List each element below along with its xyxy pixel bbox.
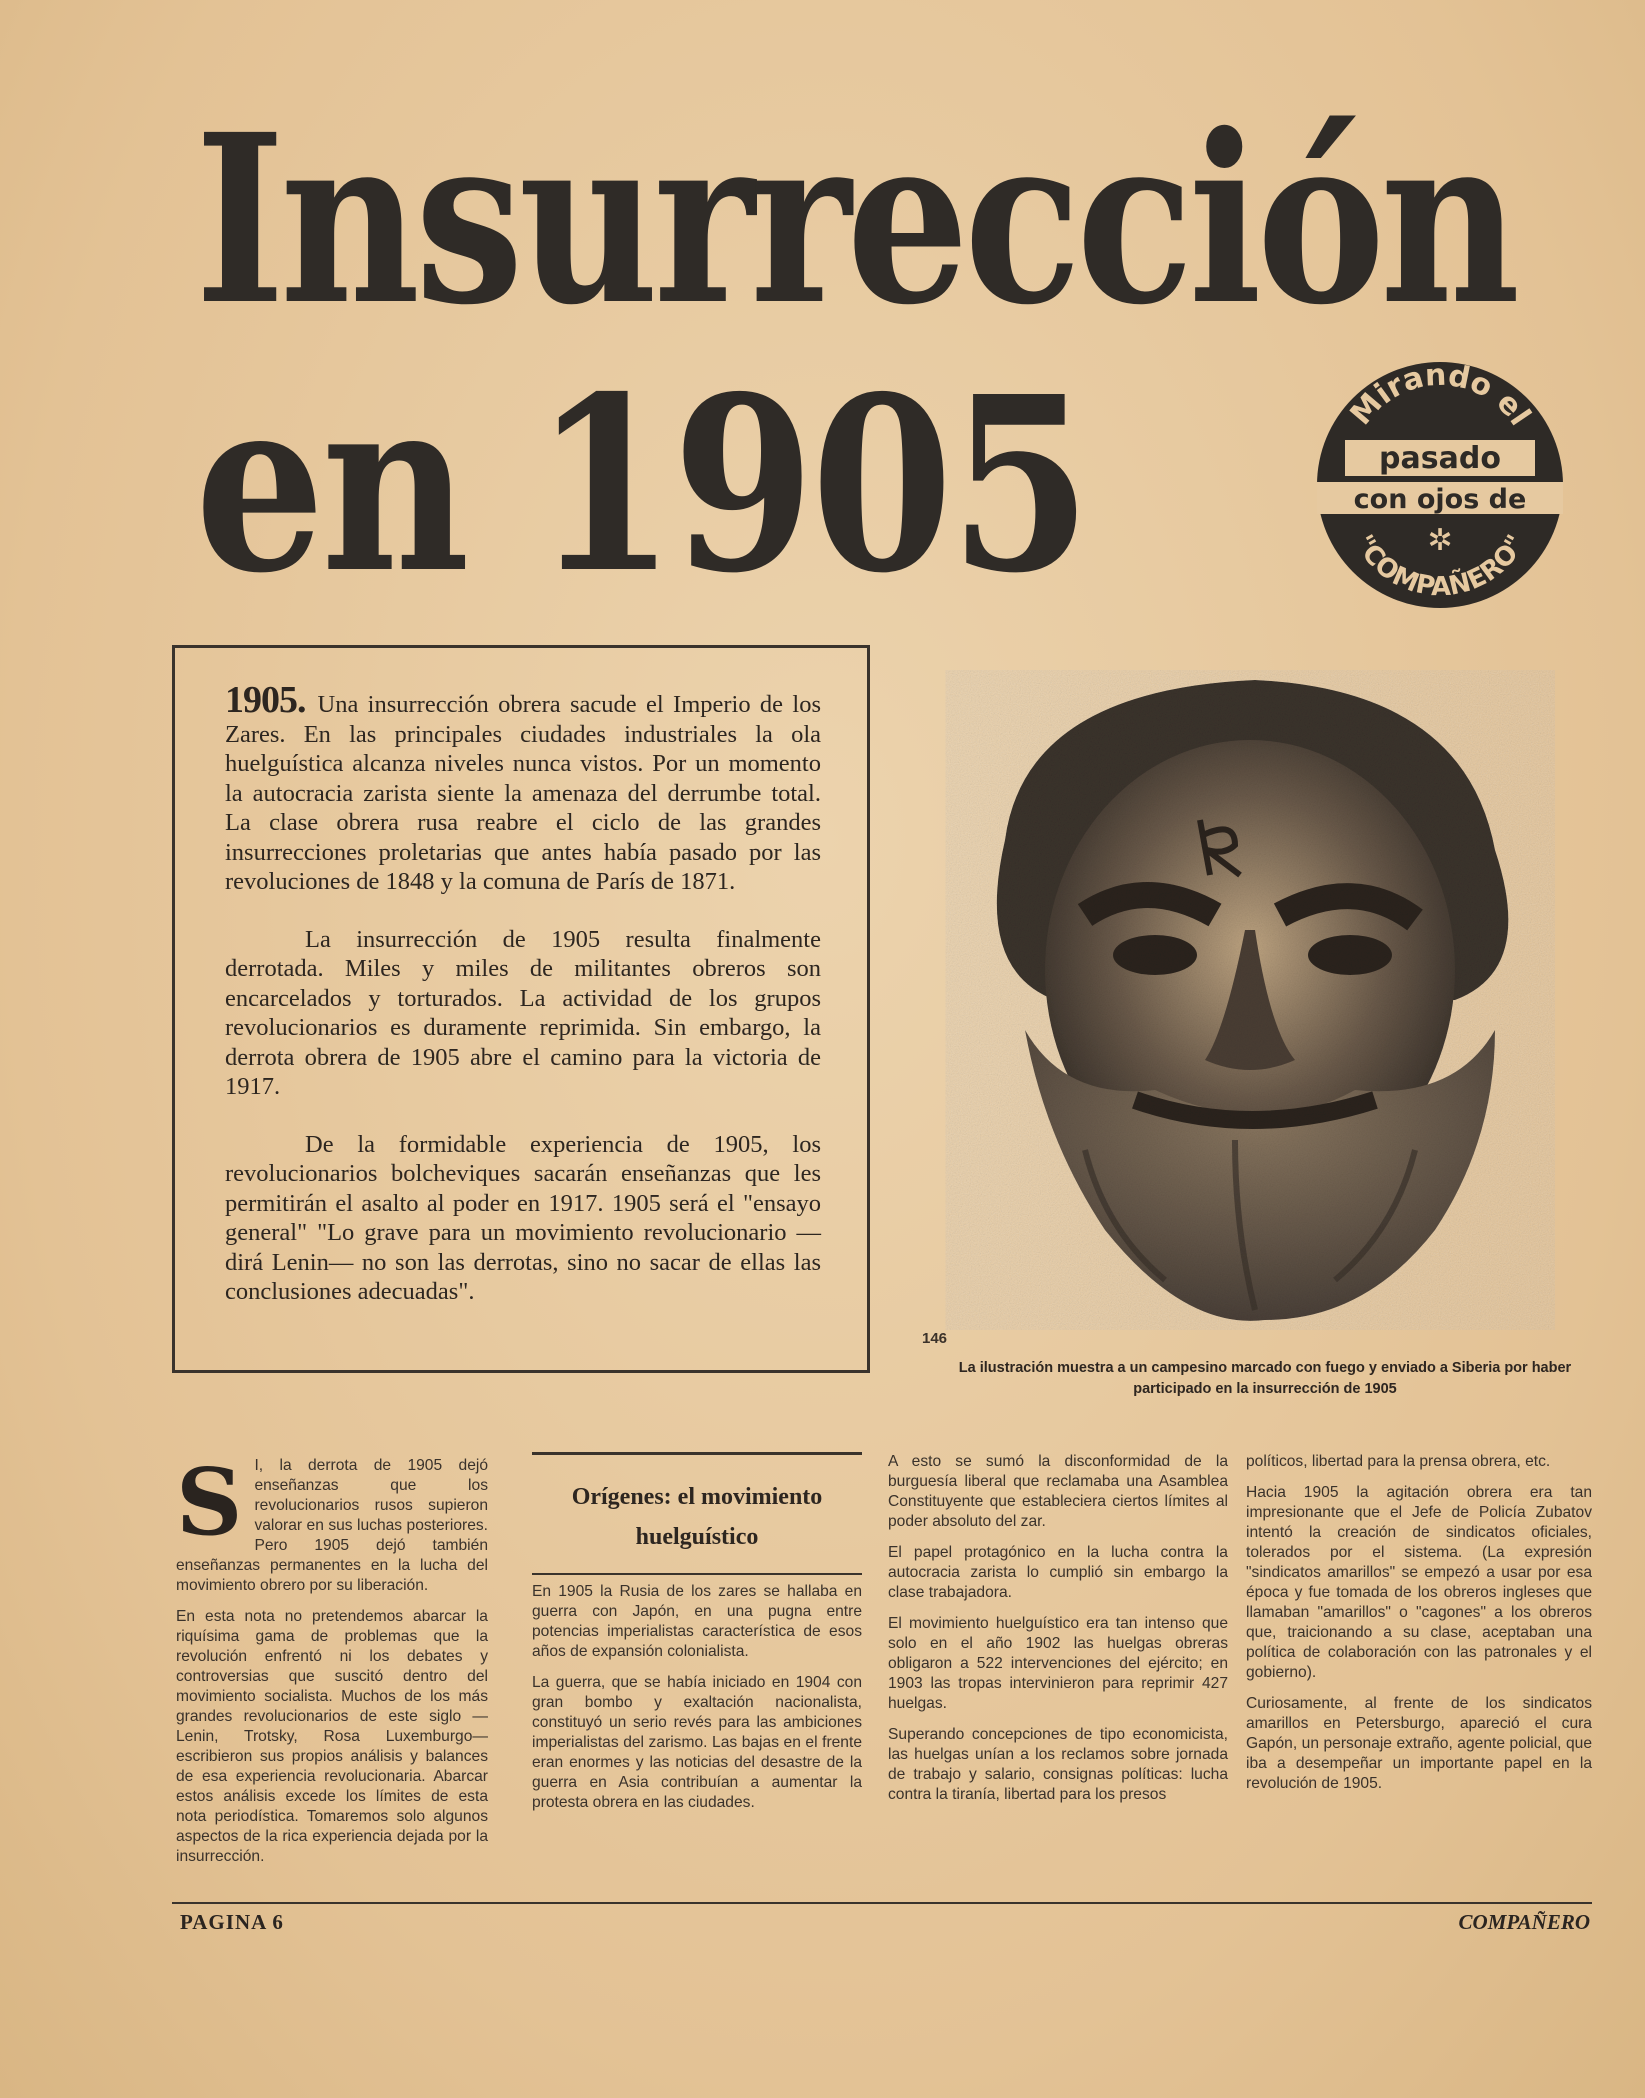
article-paragraph: La guerra, que se había iniciado en 1904 con gran bombo y exaltación nacionalista, constituyó un serio revés para las ambiciones imperialistas del zarismo. Las bajas en el frente eran enormes y las noticias del desastre de la guerra en Asia contribuían a aumentar la protesta obrera en las ciudades. [532, 1674, 862, 1811]
illustration-number: 146 [922, 1330, 948, 1347]
seal-middle2-text: con ojos de [1353, 484, 1527, 515]
headline-line2: en 1905 [195, 344, 1089, 626]
intro-paragraph-2: La insurrección de 1905 resulta finalmente derrotada. Miles y miles de militantes obreros son encarcelados y torturados. La actividad de los grupos revolucionarios es duramente reprimida. Sin embargo, la derrota obrera de 1905 abre el camino para la victoria de 1917. [225, 925, 821, 1100]
illustration-caption: La ilustración muestra a un campesino marcado con fuego y enviado a Siberia por haber participado en la insurrección de 1905 [958, 1360, 1572, 1397]
footer-rule [172, 1902, 1592, 1904]
page-number: PAGINA 6 [180, 1910, 284, 1934]
section-heading: Orígenes: el movimiento huelguístico [571, 1484, 823, 1550]
article-column-3 [888, 1452, 1228, 1816]
article-column-4 [1246, 1452, 1592, 1805]
article-paragraph: El papel protagónico en la lucha contra la autocracia zarista lo cumplió sin embargo la clase trabajadora. [888, 1544, 1228, 1601]
article-paragraph: A esto se sumó la disconformidad de la burguesía liberal que reclamaba una Asamblea Constituyente que estableciera ciertos límites al poder absoluto del zar. [888, 1453, 1228, 1530]
intro-year: 1905. [225, 679, 306, 721]
intro-paragraph-1: 1905. Una insurrección obrera sacude el Imperio de los Zares. En las principales ciudades industriales la ola huelguística alcanza niveles nunca vistos. Por un momento la autocracia zarista siente la amenaza del derrumbe total. La clase obrera rusa reabre el ciclo de las grandes insurrecciones proletarias que antes había pasado por las revoluciones de 1848 y la comuna de París de 1871. [225, 679, 821, 895]
section-heading-box [532, 1452, 862, 1575]
article-column-1 [176, 1448, 488, 1878]
article-paragraph: Hacia 1905 la agitación obrera era tan impresionante que el Jefe de Policía Zubatov intentó la creación de sindicatos oficiales, tolerados por el sistema. (La expresión "sindicatos amarillos" se empezó a usar por esa época y fue tomada de los obreros ingleses que llamaban "amarillos" o "cagones" a los obreros que, traicionando a su clase, aceptaban una política de colaboración con las patronales y el gobierno). [1246, 1484, 1592, 1681]
article-column-2 [532, 1582, 862, 1824]
dropcap: S [176, 1448, 243, 1556]
article-paragraph: S I, la derrota de 1905 dejó enseñanzas que los revolucionarios rusos supieron valorar en sus luchas posteriores. Pero 1905 dejó también enseñanzas permanentes en la lucha del movimiento obrero por su liberación. [176, 1448, 488, 1594]
article-paragraph: Curiosamente, al frente de los sindicatos amarillos en Petersburgo, apareció el cura Gapón, un personaje extraño, agente policial, que iba a desempeñar un importante papel en la revolución de 1905. [1246, 1695, 1592, 1792]
publication-name: COMPAÑERO [1458, 1910, 1590, 1934]
peasant-portrait-illustration [935, 670, 1555, 1330]
article-paragraph: En esta nota no pretendemos abarcar la riquísima gama de problemas que la revolución enfrentó ni los debates y controversias que suscitó dentro del movimiento socialista. Muchos de los más grandes revolucionarios de este siglo —Lenin, Trotsky, Rosa Luxemburgo— escribieron sus propios análisis y balances de esa experiencia revolucionaria. Abarcar estos análisis excede los límites de esta nota periodística. Tomaremos solo algunos aspectos de la rica experiencia dejada por la insurrección. [176, 1608, 488, 1865]
article-paragraph: El movimiento huelguístico era tan intenso que solo en el año 1902 las huelgas obreras obligaron a 522 intervenciones del ejército; en 1903 las tropas intervinieron para reprimir 427 huelgas. [888, 1615, 1228, 1712]
seal-middle1-text: pasado [1379, 441, 1501, 476]
intro-paragraph-3: De la formidable experiencia de 1905, los revolucionarios bolcheviques sacarán enseñanzas que les permitirán el asalto al poder en 1917. 1905 será el "ensayo general" "Lo grave para un movimiento revolucionario —dirá Lenin— no son las derrotas, sino no sacar de ellas las conclusiones adecuadas". [225, 1130, 821, 1305]
seal-ornament-icon: ✲ [1427, 523, 1453, 558]
seal-badge [1315, 360, 1565, 610]
seal-top-text: Mirando el [1343, 360, 1538, 432]
article-paragraph: políticos, libertad para la prensa obrera, etc. [1246, 1453, 1551, 1470]
article-paragraph: Superando concepciones de tipo economicista, las huelgas unían a los reclamos sobre jornada de trabajo y salario, consignas políticas: lucha contra la tiranía, libertad para los presos [888, 1726, 1228, 1803]
headline-line1: Insurrección [195, 83, 1516, 356]
seal-bottom-text: "COMPAÑERO" [1348, 529, 1532, 603]
intro-box [172, 645, 870, 1373]
article-paragraph: En 1905 la Rusia de los zares se hallaba en guerra con Japón, en una pugna entre potencias imperialistas característica de esos años de expansión colonialista. [532, 1583, 862, 1660]
